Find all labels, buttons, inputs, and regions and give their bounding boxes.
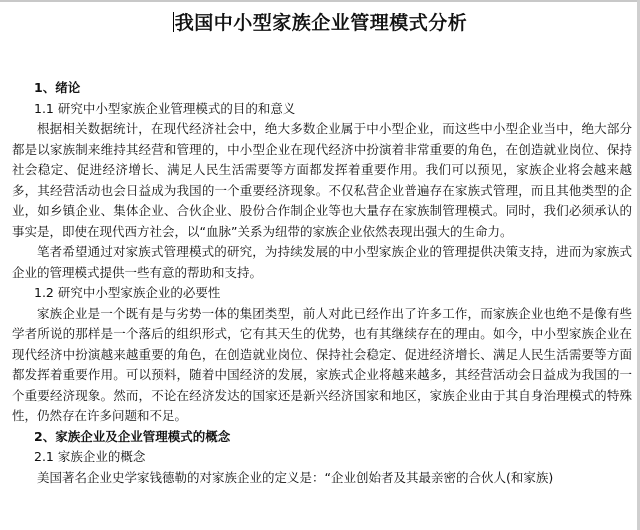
subsection-heading-2-1: 2.1 家族企业的概念 <box>34 449 146 464</box>
document-body[interactable] <box>12 78 632 488</box>
text-cursor <box>173 12 174 32</box>
section-heading-1: 1、绪论 <box>34 80 81 95</box>
subsection-heading-1-1: 1.1 研究中小型家族企业管理模式的目的和意义 <box>34 100 296 116</box>
document-title[interactable] <box>0 8 640 35</box>
subsection-heading-1-2: 1.2 研究中小型家族企业的必要性 <box>34 285 221 300</box>
paragraph-1: 根据相关数据统计，在现代经济社会中，绝大多数企业属于中小型企业，而这些中小型企业当中，绝大部分都是以家族制来维持其经营和管理的，中小型企业在现代经济中扮演着非常重要的角色，在创造就业岗位、保持社会稳定、促进经济增长、满足人民生活需要等方面都发挥着重要作用。我们可以预见，家族企业将会越来越多，其经营活动也会日益成为我国的一个重要经济现象。不仅私营企业普遍存在家族式管理，而且其他类型的企业，如乡镇企业、集体企业、合伙企业、股份合作制企业等也大量存在家族制管理模式。同时，我们必须承认的事实是，即使在现代西方社会，以“血脉”关系为纽带的家族企业依然表现出强大的生命力。 <box>12 121 632 239</box>
paragraph-3: 家族企业是一个既有是与劣势一体的集团类型，前人对此已经作出了许多工作，而家族企业也绝不是像有些学者所说的那样是一个落后的组织形式，它有其天生的优势，也有其继续存在的理由。如今，中小型家族企业在现代经济中扮演越来越重要的角色，在创造就业岗位、保持社会稳定、促进经济增长、满足人民生活需要等方面都发挥着重要作用。可以预料，随着中国经济的发展，家族式企业将越来越多，其经营活动会日益成为我国的一个重要经济现象。然而，不论在经济发达的国家还是新兴经济国家和地区，家族企业由于其自身治理模式的特殊性，仍然存在许多问题和不足。 <box>12 305 632 423</box>
document-title-text: 我国中小型家族企业管理模式分析 <box>174 12 468 34</box>
paragraph-2: 笔者希望通过对家族式管理模式的研究，为持续发展的中小型家族企业的管理提供决策支持，进而为家族式企业的管理模式提供一些有意的帮助和支持。 <box>12 244 632 280</box>
paragraph-4: 美国著名企业史学家钱德勒的对家族企业的定义是：“企业创始者及其最亲密的合伙人(和家族) <box>37 469 554 485</box>
page-top-border <box>0 0 640 2</box>
section-heading-2: 2、家族企业及企业管理模式的概念 <box>34 428 231 444</box>
